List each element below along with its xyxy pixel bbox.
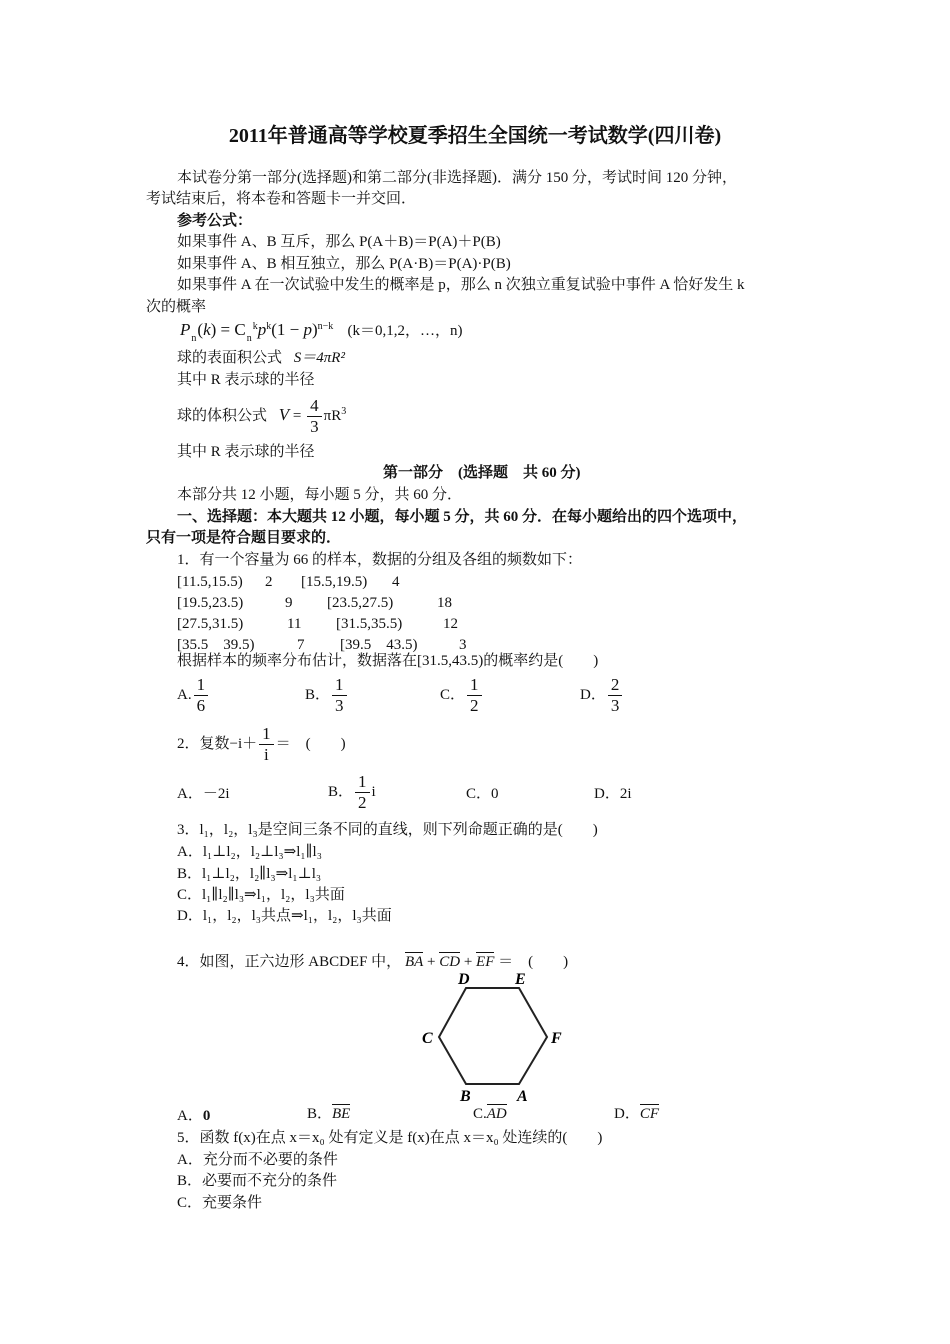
q2-option-b: B． $\frac{1}{2}$ i — [328, 772, 376, 813]
q1-row-4-count-b: 3 — [459, 637, 467, 653]
q4-option-c: C.AD — [473, 1106, 507, 1122]
q1-option-c: C． $\frac{1}{2}$ — [440, 670, 484, 720]
vector-ef: EF — [476, 954, 495, 970]
q2-option-c: C．0 — [466, 786, 499, 802]
q4-option-a: A．0 — [177, 1108, 211, 1124]
bernoulli-formula: $P_n(k) = C_n^kp^k(1 - p)^{n-k}$ (k＝0,1,2，…，n) — [180, 320, 463, 344]
sphere-volume-label: 球的体积公式 — [177, 408, 268, 424]
vertex-d: D — [458, 971, 470, 988]
sphere-area-label: 球的表面积公式 — [177, 350, 283, 366]
q1-row-3-count-b: 12 — [443, 616, 458, 632]
vertex-e: E — [515, 971, 526, 988]
q1-row-1-count-a: 2 — [265, 574, 273, 590]
q4-option-d: D．CF — [614, 1106, 660, 1122]
q1-ask: 根据样本的频率分布估计，数据落在[31.5,43.5)的概率约是( ) — [177, 653, 599, 669]
q5-option-b: B．必要而不充分的条件 — [177, 1173, 338, 1189]
q1-option-a: A. $\frac{1}{6}$ — [177, 670, 210, 720]
q1-row-1-count-b: 4 — [392, 574, 400, 590]
vector-ba: BA — [404, 954, 424, 970]
q2-option-d: D．2i — [594, 786, 632, 802]
section-instruction-2: 只有一项是符合题目要求的． — [146, 530, 342, 546]
vertex-c: C — [422, 1030, 433, 1047]
q1-row-4-interval-b: [39.5 43.5) — [340, 637, 418, 653]
q1-row-3-count-a: 11 — [287, 616, 302, 632]
q3-option-a: A．l₁⊥l₂，l₂⊥l₃⇒l₁∥l₃ — [177, 844, 322, 860]
vertex-f: F — [551, 1030, 562, 1047]
vector-cd: CD — [439, 954, 461, 970]
q5-option-c: C．充要条件 — [177, 1195, 263, 1211]
q3-option-b: B．l₁⊥l₂，l₂∥l₃⇒l₁⊥l₃ — [177, 866, 322, 882]
page-title: 2011年普通高等学校夏季招生全国统一考试数学(四川卷) — [228, 125, 722, 147]
q1-row-1-interval-b: [15.5,19.5) — [301, 574, 368, 590]
bernoulli-range: (k＝0,1,2，…，n) — [347, 323, 463, 339]
q4-stem: 4．如图，正六边形 ABCDEF 中， BA + CD + EF ＝ ( ) — [177, 954, 569, 970]
q5-option-a: A．充分而不必要的条件 — [177, 1152, 338, 1168]
part1-heading: 第一部分 (选择题 共 60 分) — [383, 465, 581, 481]
volume-fraction: $\frac{4}{3}$ — [307, 396, 322, 437]
intro-line-2: 考试结束后，将本卷和答题卡一并交回． — [146, 191, 417, 207]
q2-stem: 2．复数−i＋ $\frac{1}{i}$ ＝ ( ) — [177, 724, 346, 765]
q3-stem: 3．l₁，l₂，l₃是空间三条不同的直线，则下列命题正确的是( ) — [177, 822, 598, 838]
radius-note-2: 其中 R 表示球的半径 — [177, 444, 315, 460]
formula-bernoulli-line-2: 次的概率 — [146, 299, 207, 315]
vertex-a: A — [517, 1088, 528, 1105]
q1-row-4-interval-a: [35.5 39.5) — [177, 637, 255, 653]
q1-row-4-count-a: 7 — [297, 637, 305, 653]
hexagon-figure — [415, 966, 570, 1106]
q4-option-b: B．BE — [307, 1106, 351, 1122]
formula-bernoulli-line-1: 如果事件 A 在一次试验中发生的概率是 p，那么 n 次独立重复试验中事件 A 恰好发生 k — [177, 277, 745, 293]
q3-option-c: C．l₁∥l₂∥l₃⇒l₁，l₂，l₃共面 — [177, 887, 345, 903]
formula-heading: 参考公式： — [177, 213, 253, 229]
part1-note: 本部分共 12 小题，每小题 5 分，共 60 分． — [177, 487, 463, 503]
vertex-b: B — [460, 1088, 471, 1105]
formula-independent: 如果事件 A、B 相互独立，那么 P(A·B)＝P(A)·P(B) — [177, 256, 511, 272]
q1-row-2-interval-a: [19.5,23.5) — [177, 595, 244, 611]
q2-option-a: A．－2i — [177, 786, 230, 802]
q3-option-d: D．l₁，l₂，l₃共点⇒l₁，l₂，l₃共面 — [177, 908, 392, 924]
q1-stem: 1．有一个容量为 66 的样本，数据的分组及各组的频数如下： — [177, 552, 583, 568]
q1-row-1-interval-a: [11.5,15.5) — [177, 574, 243, 590]
sphere-area-row — [177, 348, 345, 368]
radius-note-1: 其中 R 表示球的半径 — [177, 372, 315, 388]
q1-row-2-count-b: 18 — [437, 595, 452, 611]
q5-stem: 5．函数 f(x)在点 x＝x₀ 处有定义是 f(x)在点 x＝x₀ 处连续的( ) — [177, 1130, 603, 1146]
q1-row-3-interval-a: [27.5,31.5) — [177, 616, 244, 632]
hexagon-outline — [439, 988, 547, 1084]
q1-row-2-interval-b: [23.5,27.5) — [327, 595, 394, 611]
q1-option-b: B． $\frac{1}{3}$ — [305, 670, 349, 720]
sphere-volume-row: 球的体积公式 V = $\frac{4}{3}$ $\pi R^3$ — [177, 396, 347, 437]
q1-row-3-interval-b: [31.5,35.5) — [336, 616, 403, 632]
formula-mutual: 如果事件 A、B 互斥，那么 P(A＋B)＝P(A)＋P(B) — [177, 234, 501, 250]
intro-line-1: 本试卷分第一部分(选择题)和第二部分(非选择题)．满分 150 分，考试时间 120 分钟， — [177, 170, 737, 186]
section-instruction-1: 一、选择题：本大题共 12 小题，每小题 5 分，共 60 分．在每小题给出的四个选项中， — [177, 509, 748, 525]
q1-option-d: D． $\frac{2}{3}$ — [580, 670, 624, 720]
sphere-area-formula: S＝4πR² — [293, 350, 345, 366]
q1-row-2-count-a: 9 — [285, 595, 293, 611]
